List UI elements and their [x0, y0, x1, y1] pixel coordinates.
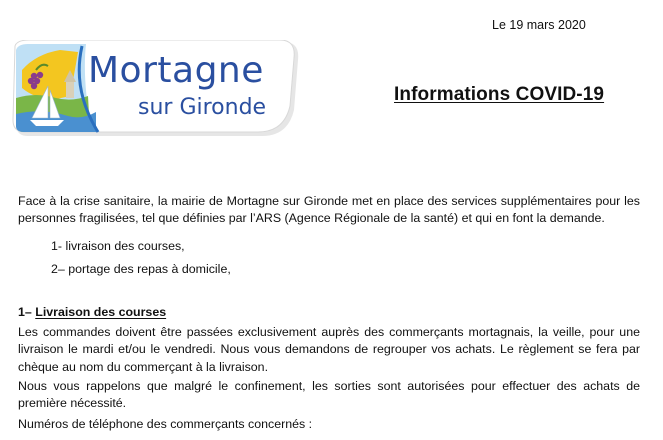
section-heading: [18, 305, 166, 319]
logo-line1: Mortagne: [88, 50, 264, 91]
service-item-delivery: 1- livraison des courses,: [51, 239, 185, 253]
intro-paragraph: Face à la crise sanitaire, la mairie de Mortagne sur Gironde met en place des services supplémentaires pour les personnes fragilisées, tel que définies par l’ARS (Agence Régionale de la santé) et qui en font la demande.: [18, 194, 640, 226]
logo-graphic: [12, 40, 302, 140]
page-title: Informations COVID-19: [394, 84, 605, 105]
phone-numbers-intro: Numéros de téléphone des commerçants concernés :: [18, 417, 313, 431]
section-heading-text: Livraison des courses: [35, 305, 167, 319]
orders-paragraph: Les commandes doivent être passées exclusivement auprès des commerçants mortagnais, la veille, pour une livraison le mardi et/ou le vendredi. Nous vous demandons de regrouper vos achats. Le règlement se fera par chèque au nom du commerçant à la livraison.: [18, 325, 640, 374]
service-item-meals: 2– portage des repas à domicile,: [51, 262, 231, 276]
mortagne-logo: [12, 40, 302, 140]
logo-line2: sur Gironde: [138, 95, 267, 120]
document-date: Le 19 mars 2020: [492, 18, 586, 32]
section-number: 1–: [18, 305, 32, 319]
confinement-paragraph: Nous vous rappelons que malgré le confinement, les sorties sont autorisées pour effectuer des achats de première nécessité.: [18, 379, 640, 411]
